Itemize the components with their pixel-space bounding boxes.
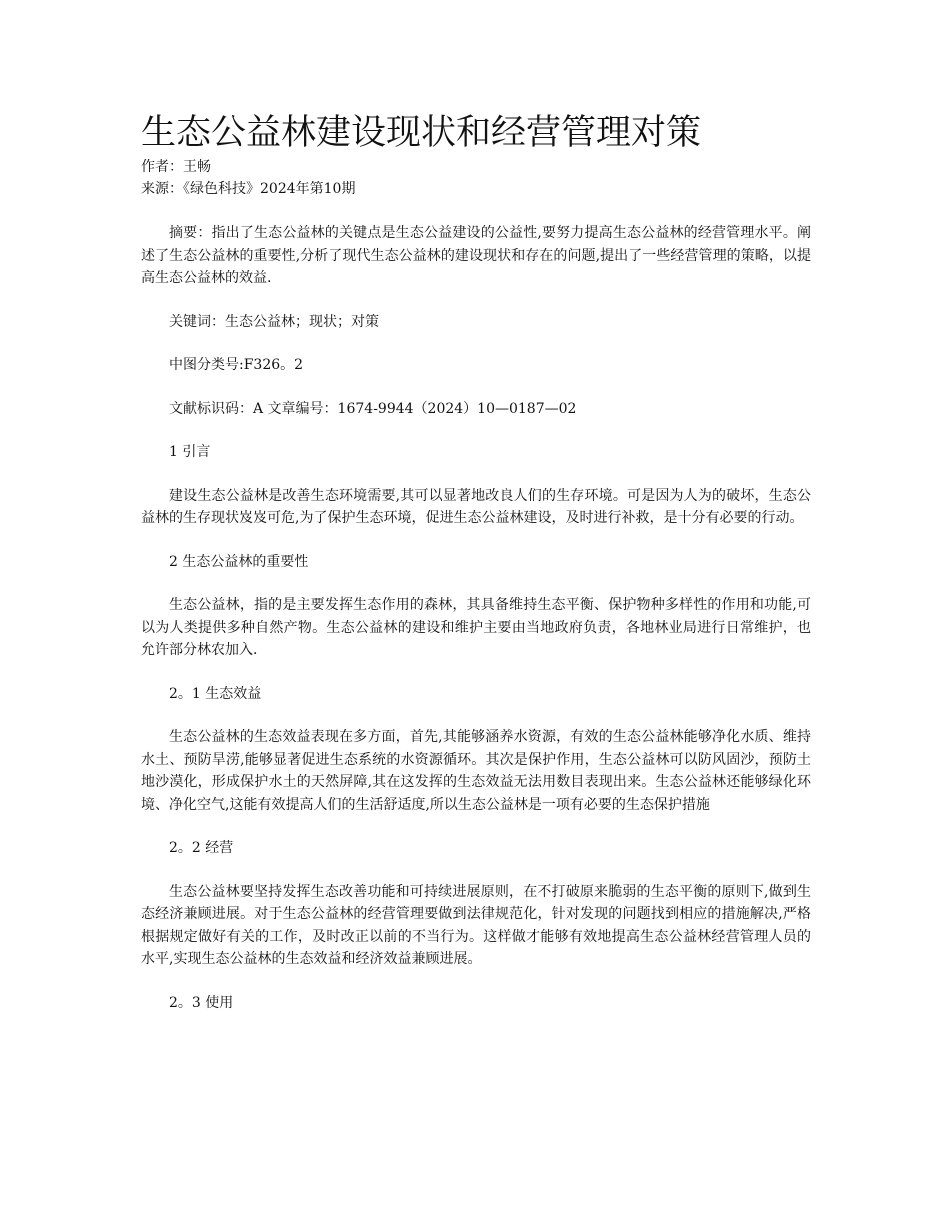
classification-line: 中图分类号:F326。2 (169, 357, 304, 373)
document-page (141, 110, 811, 1014)
section-heading-management: 2。2 经营 (169, 840, 234, 856)
section-heading-usage: 2。3 使用 (169, 994, 234, 1011)
section-heading-ecological-benefit: 2。1 生态效益 (169, 685, 262, 702)
section-body-ecological-benefit: 生态公益林的生态效益表现在多方面，首先,其能够涵养水资源，有效的生态公益林能够净化水质、维持水土、预防旱涝,能够显著促进生态系统的水资源循环。其次是保护作用，生态公益林可以防风固沙，预防土地沙漠化，形成保护水土的天然屏障,其在这发挥的生态效益无法用数目表现出来。生态公益林还能够绿化环境、净化空气,这能有效提高人们的生活舒适度,所以生态公益林是一项有必要的生态保护措施 (141, 729, 811, 813)
document-id-line: 文献标识码：A 文章编号：1674-9944（2024）10—0187—02 (169, 400, 577, 417)
section-body-management: 生态公益林要坚持发挥生态改善功能和可持续进展原则，在不打破原来脆弱的生态平衡的原则下,做到生态经济兼顾进展。对于生态公益林的经营管理要做到法律规范化，针对发现的问题找到相应的措施解决,严格根据规定做好有关的工作，及时改正以前的不当行为。这样做才能够有效地提高生态公益林经营管理人员的水平,实现生态公益林的生态效益和经济效益兼顾进展。 (141, 883, 811, 967)
keywords-line: 关键词：生态公益林；现状；对策 (169, 313, 379, 330)
abstract-paragraph: 摘要：指出了生态公益林的关键点是生态公益建设的公益性,要努力提高生态公益林的经营管理水平。阐述了生态公益林的重要性,分析了现代生态公益林的建设现状和存在的问题,提出了一些经营管理的策略，以提高生态公益林的效益. (141, 225, 811, 286)
section-body-introduction: 建设生态公益林是改善生态环境需要,其可以显著地改良人们的生存环境。可是因为人为的破坏，生态公益林的生存现状岌岌可危,为了保护生态环境，促进生态公益林建设，及时进行补救，是十分有必要的行动。 (141, 487, 811, 526)
author-line: 作者：王畅 (141, 159, 211, 175)
source-line: 来源：《绿色科技》2024年第10期 (141, 181, 356, 197)
article-title: 生态公益林建设现状和经营管理对策 (141, 113, 702, 153)
section-heading-introduction: 1 引言 (169, 444, 211, 460)
section-body-importance: 生态公益林，指的是主要发挥生态作用的森林，其具备维持生态平衡、保护物种多样性的作用和功能,可以为人类提供多种自然产物。生态公益林的建设和维护主要由当地政府负责，各地林业局进行日常维护，也允许部分林农加入. (141, 597, 811, 658)
section-heading-importance: 2 生态公益林的重要性 (169, 553, 309, 570)
